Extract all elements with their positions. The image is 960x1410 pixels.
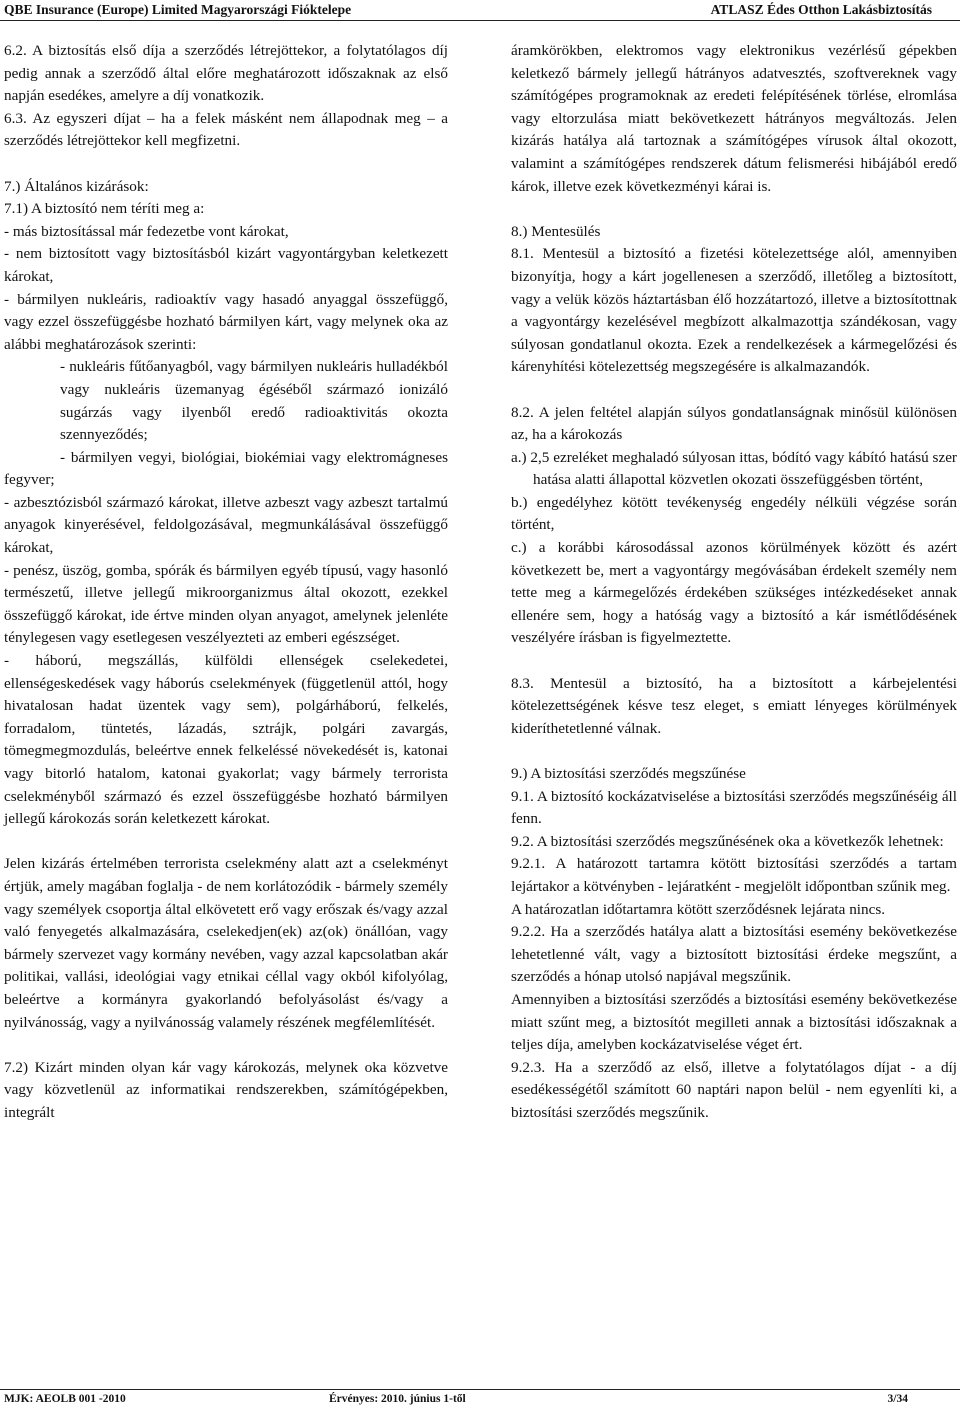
terrorism-definition: Jelen kizárás értelmében terrorista cselekmény alatt azt a cselekményt értjük, amely magában foglalja - de nem korlátozódik - bármely személy vagy személyek csoportja által elkövetett erő vagy erőszak és/vagy azzal való fenyegetés alkalmazására, cselekedjen(ek) az(ok) önállóan, vagy bármely szervezet vagy kormány nevében, vagy azzal kapcsolatban akár politikai, vallási, ideológiai vagy etnikai céllal vagy okból kifolyólag, beleértve a kormányra gyakorlandó befolyásolást és/vagy a nyilvánosság, vagy a nyilvánosság valamely részének megfélemlítését. (4, 855, 448, 1031)
list-item-c: c.) a korábbi károsodással azonos körülmények között és azért következett be, mert a vagyontárgy megóvásában érdekelt személy nem tette meg a kármegelőzés érdekében szükséges intézkedéseket annak ellenére sem, hogy a hatóság vagy a biztosító a kár ismétlődésének veszélyére írásban is figyelmeztette. (511, 539, 957, 647)
section-heading-8: 8.) Mentesülés (511, 222, 601, 240)
list-item-a: a.) 2,5 ezreléket meghaladó súlyosan ittas, bódító vagy kábító hatású szer hatása alatti állapottal közvetlen okozati összefüggésben történt, (511, 448, 957, 489)
section-heading-7: 7.) Általános kizárások: (4, 177, 149, 195)
spacer (511, 650, 957, 673)
spacer (4, 153, 448, 176)
left-column (4, 40, 448, 1125)
footer-validity: Érvényes: 2010. június 1-től (329, 1393, 466, 1405)
paragraph-9-2-3: 9.2.3. Ha a szerződő az első, illetve a folytatólagos díjat - a díj esedékességétől számított 60 naptári napon belül - nem egyenlíti ki, a biztosítási szerződés megszűnik. (511, 1058, 957, 1121)
footer-document-code: MJK: AEOLB 001 -2010 (4, 1393, 126, 1405)
paragraph-6-2: 6.2. A biztosítás első díja a szerződés létrejöttekor, a folytatólagos díj pedig annak a szerződő által előre meghatározott időszaknak az első napján esedékes, amelyre a díj vonatkozik. (4, 42, 448, 105)
paragraph-6-3: 6.3. Az egyszeri díjat – ha a felek másként nem állapodnak meg – a szerződés létrejöttekor kell megfizetni. (4, 109, 448, 150)
spacer (511, 740, 957, 763)
header-company: QBE Insurance (Europe) Limited Magyarországi Fióktelepe (4, 2, 352, 17)
paragraph-9-2: 9.2. A biztosítási szerződés megszűnésének oka a következők lehetnek: (511, 832, 944, 850)
paragraph-8-2: 8.2. A jelen feltétel alapján súlyos gondatlanságnak minősül különösen az, ha a károkozás (511, 403, 957, 444)
spacer (4, 1034, 448, 1057)
paragraph-8-1: 8.1. Mentesül a biztosító a fizetési kötelezettsége alól, amennyiben bizonyítja, hogy a kárt jogellenesen a szerződő, illetőleg a biztosított, vagy a velük közös háztartásban élő hozzátartozó, illetve a biztosítottnak a vagyontárgy kezelésével megbízott alkalmazottja szándékosan, vagy súlyosan gondatlanul okozta. Ezek a rendelkezések a kármegelőzési és kárenyhítési kötelezettség megszegésére is alkalmazandók. (511, 245, 957, 376)
paragraph-indefinite-term: A határozatlan időtartamra kötött szerződésnek lejárata nincs. (511, 900, 886, 918)
paragraph-9-1: 9.1. A biztosító kockázatviselése a biztosítási szerződés megszűnéséig áll fenn. (511, 787, 957, 828)
exclusion-subitem: - bármilyen vegyi, biológiai, biokémiai vagy elektromágneses fegyver; (4, 448, 448, 489)
exclusion-item: - más biztosítással már fedezetbe vont károkat, (4, 222, 289, 240)
paragraph-9-2-2: 9.2.2. Ha a szerződés hatálya alatt a biztosítási esemény bekövetkezése lehetetlenné vált, vagy a biztosított biztosítási érdeke megszűnt, a szerződés a hónap utolsó napjával megszűnik. (511, 923, 957, 986)
paragraph-8-3: 8.3. Mentesül a biztosító, ha a biztosított a kárbejelentési kötelezettségének késve tesz eleget, s emiatt lényeges körülmények kideríthetetlenné válnak. (511, 674, 957, 737)
exclusion-subitem: - nukleáris fűtőanyagból, vagy bármilyen nukleáris hulladékból vagy nukleáris üzemanyag égéséből származó ionizáló sugárzás vagy ilyenből eredő radioaktivitás okozta szennyeződés; (60, 358, 448, 444)
exclusion-item: - nem biztosított vagy biztosításból kizárt vagyontárgyban keletkezett károkat, (4, 245, 448, 285)
exclusion-item: - bármilyen nukleáris, radioaktív vagy hasadó anyaggal összefüggő, vagy ezzel összefüggésbe hozható bármilyen kárt, vagy melynek oka az alábbi meghatározások szerinti: (4, 290, 448, 353)
footer-page-number: 3/34 (887, 1393, 908, 1405)
paragraph-7-2: 7.2) Kizárt minden olyan kár vagy károkozás, melynek oka közvetve vagy közvetlenül az informatikai rendszerekben, számítógépekben, integrált (4, 1058, 448, 1121)
paragraph-7-2-continued: áramkörökben, elektromos vagy elektronikus vezérlésű gépekben keletkező bármely jellegű hátrányos adatvesztés, szoftvereknek vagy számítógépes programoknak az eredeti felépítésének törlése, elromlása vagy eltorzulása miatt bekövetkezett hátrányos megváltozás. Jelen kizárás hatálya alá tartoznak a számítógépes vírusok által okozott, valamint a számítógépes rendszerek dátum felismerési hibájából eredő károk, illetve ezek következményi kárai is. (511, 42, 957, 195)
spacer (4, 831, 448, 854)
spacer (511, 198, 957, 221)
exclusion-item: - háború, megszállás, külföldi ellenségek cselekedetei, ellenségeskedések vagy háborús cselekmények (függetlenül attól, hogy hivatalosan hadat üzentek vagy sem), polgárháború, felkelés, forradalom, tüntetés, lázadás, sztrájk, polgári zavargás, tömegmegmozdulás, beleértve ennek felkeléssé növekedését is, katonai vagy bitorló hatalom, katonai gyakorlat; vagy bármely terrorista cselekményből származó és ezzel összefüggésbe hozható bármilyen jellegű károkozás során keletkezett károkat. (4, 652, 448, 828)
right-column (511, 40, 957, 1125)
header-product: ATLASZ Édes Otthon Lakásbiztosítás (710, 2, 932, 17)
page-header (0, 0, 960, 21)
page-footer (0, 1389, 960, 1410)
paragraph-7-1: 7.1) A biztosító nem téríti meg a: (4, 200, 205, 218)
section-heading-9: 9.) A biztosítási szerződés megszűnése (511, 765, 746, 782)
paragraph-full-premium: Amennyiben a biztosítási szerződés a biztosítási esemény bekövetkezése miatt szűnt meg, a biztosítót megilleti annak a biztosítási időszaknak a teljes díja, amelyben kockázatviselése véget ért. (511, 990, 957, 1054)
paragraph-9-2-1: 9.2.1. A határozott tartamra kötött biztosítási szerződés a tartam lejártakor a kötvényben - lejáratként - megjelölt időpontban szűnik meg. (511, 855, 957, 895)
exclusion-item: - penész, üszög, gomba, spórák és bármilyen egyéb típusú, vagy hasonló természetű, illetve jellegű mikroorganizmus által okozott, ezekkel összefüggő károkat, ide értve minden olyan anyagot, amelynek jelenléte ténylegesen vagy esetlegesen veszélyezteti az emberi egészséget. (4, 561, 448, 647)
list-item-b: b.) engedélyhez kötött tevékenység engedély nélküli végzése során történt, (511, 493, 957, 534)
spacer (511, 379, 957, 402)
exclusion-item: - azbesztózisból származó károkat, illetve azbeszt vagy azbeszt tartalmú anyagok kinyerésével, feldolgozásával, megmunkálásával összefüggő károkat, (4, 493, 448, 557)
